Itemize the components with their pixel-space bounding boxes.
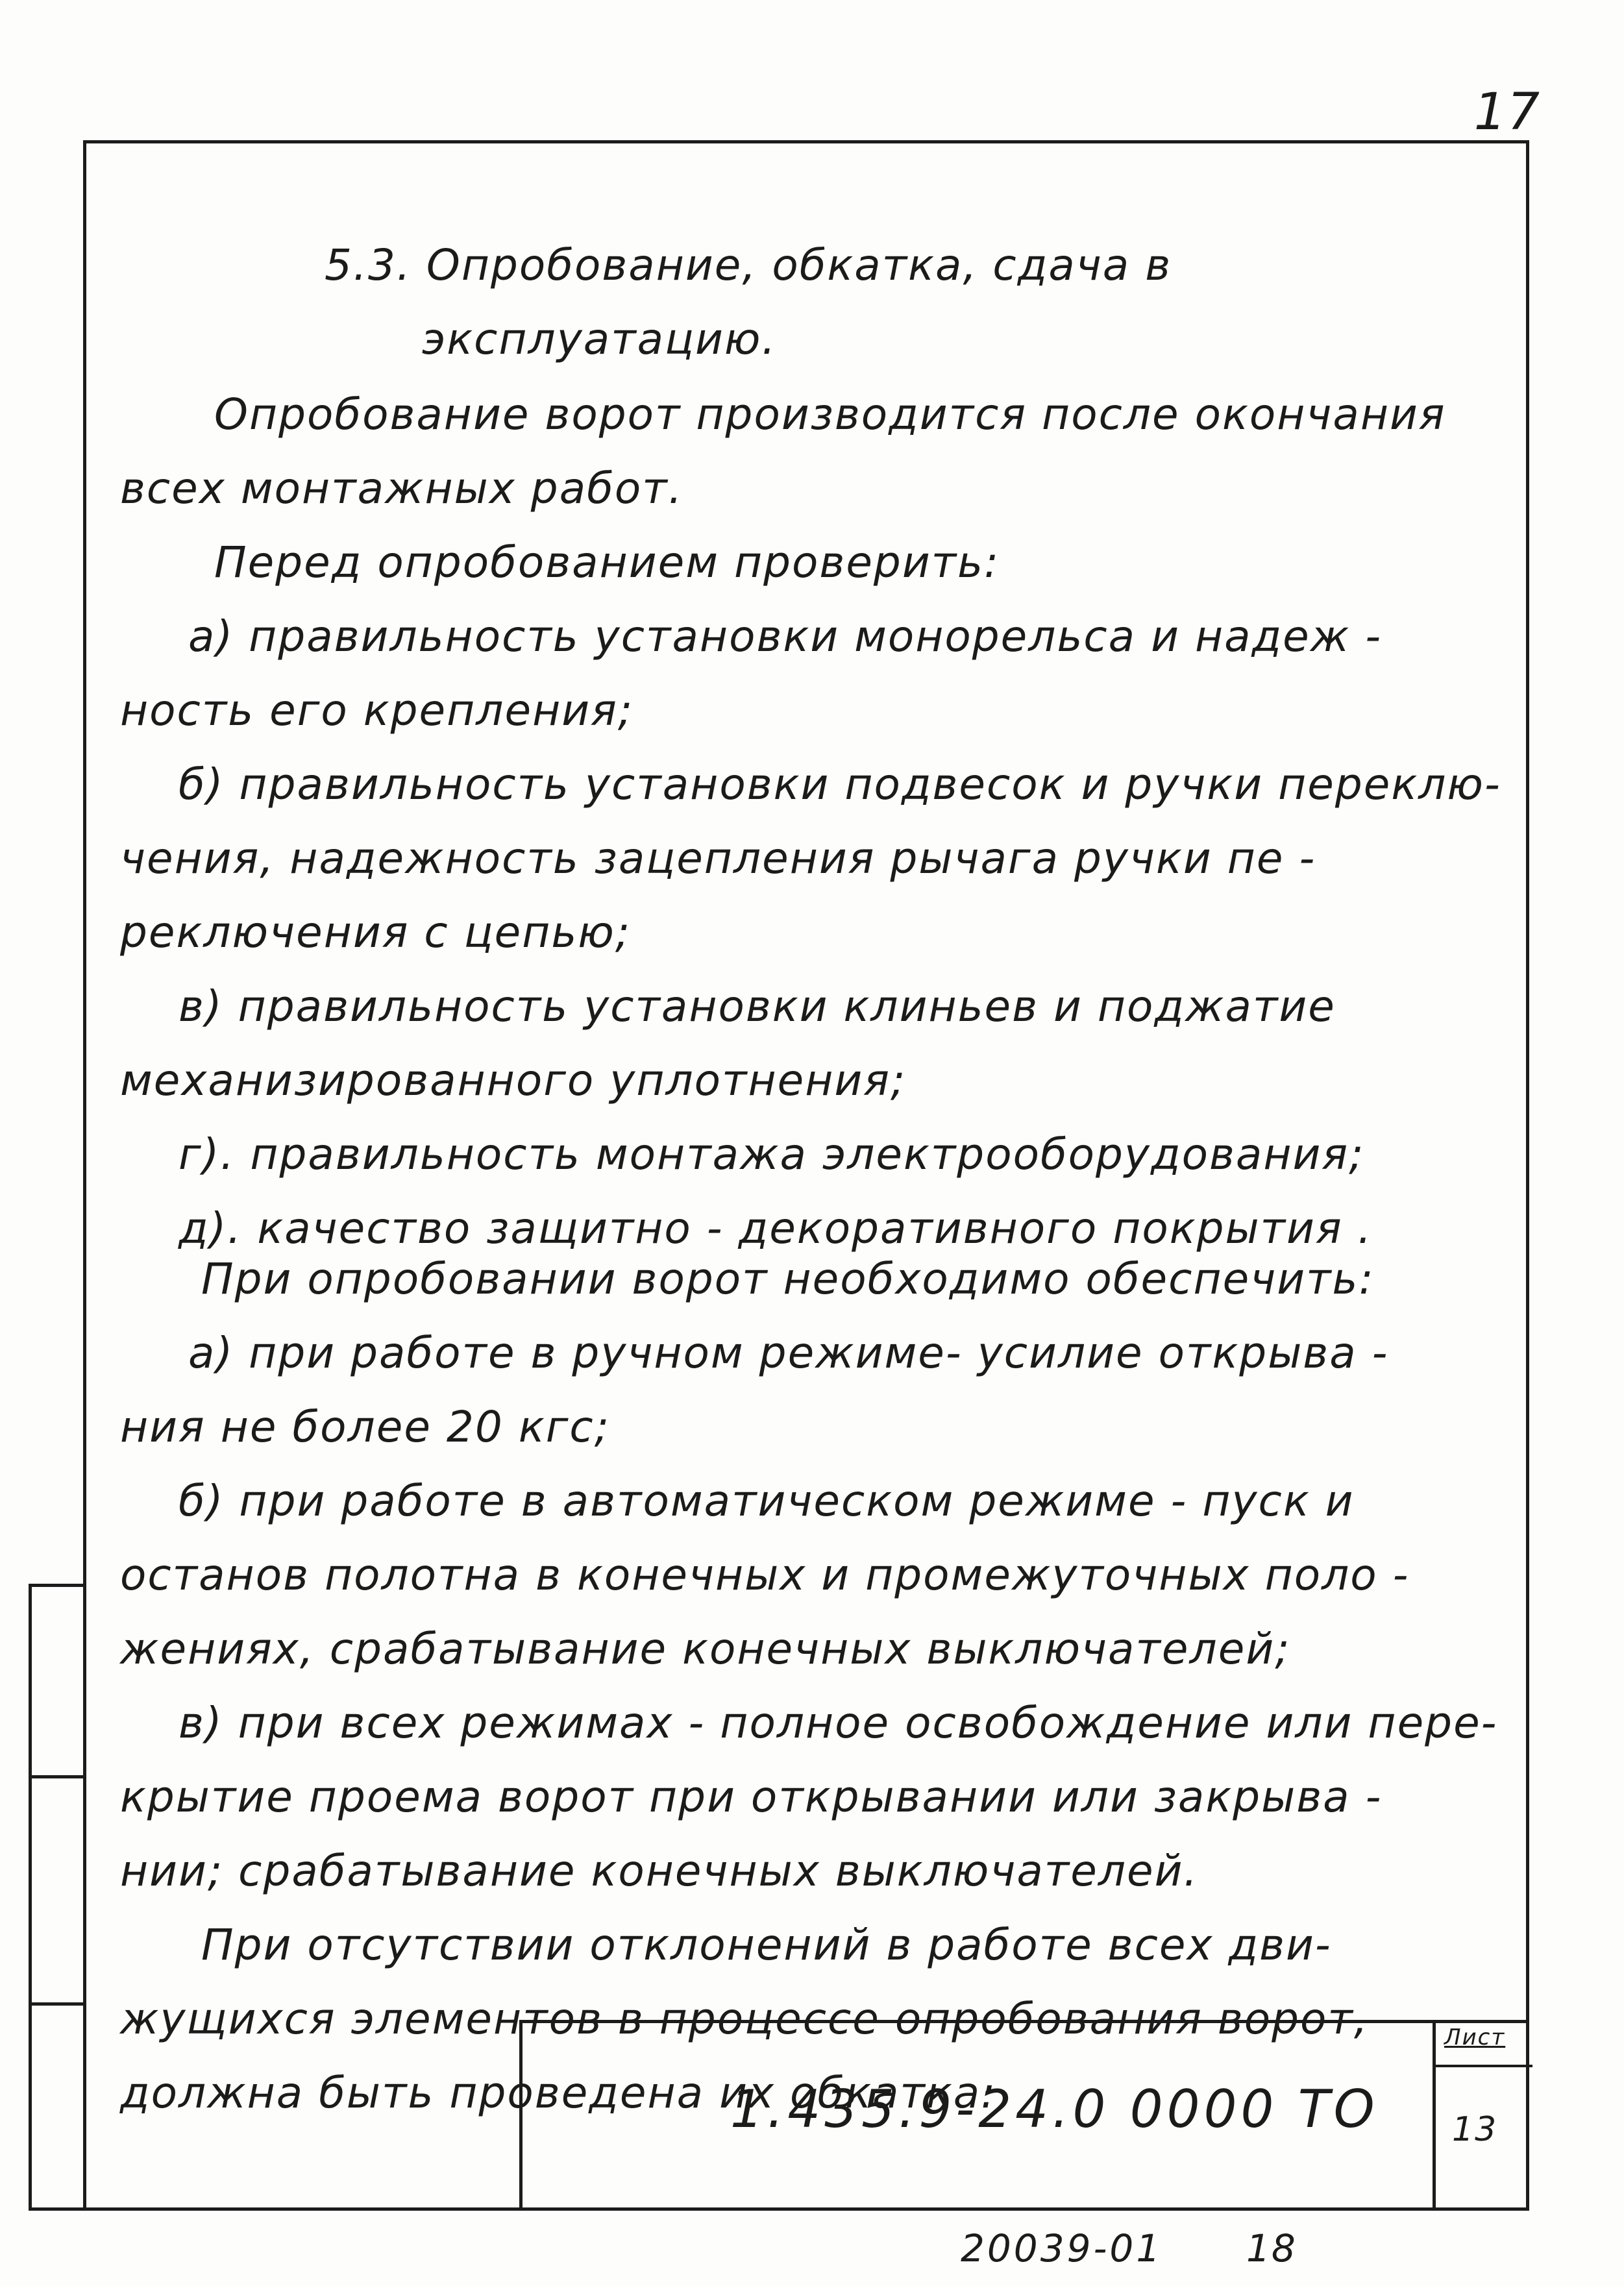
body-line: жущихся элементов в процессе опробования ворот, [120, 1994, 1369, 2044]
body-line: ность его крепления; [120, 685, 634, 735]
title-block-separator [1433, 2023, 1436, 2211]
body-line: а) при работе в ручном режиме- усилие открыва - [188, 1328, 1389, 1378]
side-strip-divider [32, 1775, 83, 1778]
body-line: жениях, срабатывание конечных выключателей; [120, 1624, 1291, 1674]
body-line: б) при работе в автоматическом режиме - пуск и [178, 1476, 1355, 1526]
body-line: г). правильность монтажа электрооборудования; [178, 1129, 1365, 1179]
body-line: ния не более 20 кгс; [120, 1402, 610, 1452]
body-line: При опробовании ворот необходимо обеспечить: [201, 1254, 1375, 1304]
body-line: крытие проема ворот при открывании или закрыва - [120, 1772, 1383, 1822]
side-strip [29, 1584, 83, 2211]
body-line: механизированного уплотнения; [120, 1055, 907, 1105]
body-line: д). качество защитно - декоративного покрытия . [178, 1203, 1373, 1253]
body-line: всех монтажных работ. [120, 463, 683, 513]
section-title-line-1: 5.3. Опробование, обкатка, сдача в [325, 240, 1172, 290]
body-line: чения, надежность зацепления рычага ручки пе - [120, 833, 1316, 883]
body-line: должна быть проведена их обкатка: [120, 2068, 997, 2118]
body-line: Перед опробованием проверить: [214, 537, 1000, 587]
side-strip-divider [32, 2002, 83, 2006]
body-line: а) правильность установки монорельса и надеж - [188, 611, 1383, 661]
body-line: останов полотна в конечных и промежуточных поло - [120, 1550, 1410, 1600]
sheet-label-divider [1436, 2065, 1532, 2067]
body-line: в) правильность установки клиньев и поджатие [178, 981, 1336, 1031]
body-line: Опробование ворот производится после окончания [214, 389, 1446, 439]
sheet-number-top: 17 [1473, 83, 1541, 141]
sheet-label: Лист [1444, 2024, 1506, 2050]
title-block [519, 2020, 1529, 2211]
section-title-line-2: эксплуатацию. [422, 314, 777, 364]
inventory-number: 20039-01 [961, 2226, 1163, 2270]
body-line: При отсутствии отклонений в работе всех дви- [201, 1920, 1332, 1970]
body-line: в) при всех режимах - полное освобождение или пере- [178, 1698, 1498, 1748]
document-code: 1.435.9-24.0 0000 ТО [730, 2079, 1379, 2139]
body-line: б) правильность установки подвесок и ручки переклю- [178, 759, 1501, 809]
footer-page-number: 18 [1246, 2226, 1297, 2270]
sheet-number: 13 [1452, 2110, 1498, 2149]
body-line: нии; срабатывание конечных выключателей. [120, 1846, 1199, 1896]
body-line: реключения с цепью; [120, 907, 632, 957]
